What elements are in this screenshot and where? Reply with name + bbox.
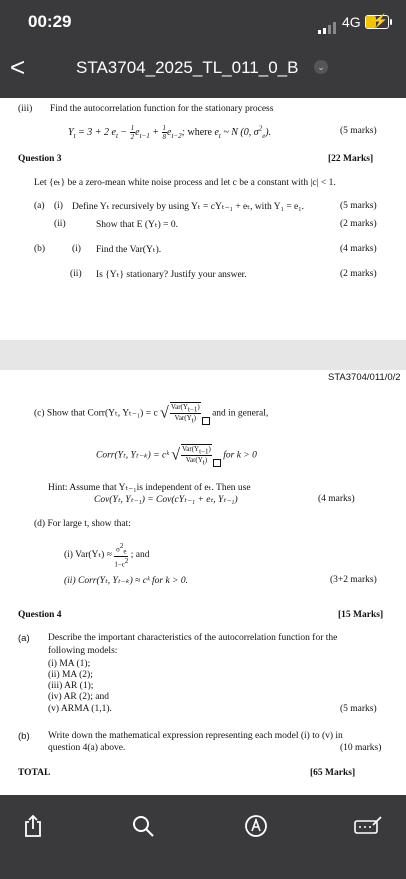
total-label: TOTAL bbox=[18, 768, 51, 778]
question-3-marks: [22 Marks] bbox=[328, 154, 374, 164]
part-a-i-marks: (5 marks) bbox=[340, 201, 377, 211]
q4-part-b-label: (b) bbox=[18, 731, 30, 742]
pdf-page-1 bbox=[0, 98, 406, 340]
hint-line1: Hint: Assume that Yₜ₋₁is independent of eₜ. Then use bbox=[48, 483, 251, 493]
question-4-marks: [15 Marks] bbox=[338, 610, 384, 620]
q-iii-marks: (5 marks) bbox=[340, 126, 377, 136]
part-c-text: (c) Show that Corr(Yₜ, Yₜ₋₁) = c bbox=[34, 408, 158, 419]
question-3-intro: Let {eₜ} be a zero-mean white noise process and let c be a constant with |c| < 1. bbox=[34, 178, 336, 188]
hint-line2: Cov(Yₜ, Yₜ₋₁) = Cov(cYₜ₋₁ + eₜ, Yₜ₋₁) bbox=[94, 495, 238, 505]
q4-part-b-text2: question 4(a) above. bbox=[48, 743, 126, 753]
q-iii-text: Find the autocorrelation function for the stationary process bbox=[50, 104, 274, 114]
back-button[interactable]: < bbox=[10, 52, 26, 82]
page-gap bbox=[0, 340, 406, 370]
corr-condition: for k > 0 bbox=[223, 450, 257, 461]
total-marks: [65 Marks] bbox=[310, 768, 356, 778]
bottom-toolbar bbox=[0, 795, 406, 879]
part-b-label: (b) bbox=[34, 244, 46, 254]
part-a-label: (a) bbox=[34, 201, 45, 211]
part-c-line1: (c) Show that Corr(Yₜ, Yₜ₋₁) = c √ $\frac{Var(Y_{t-1})}{Var(Y_t)}$ and in general, bbox=[34, 403, 269, 425]
model-item: (v) ARMA (1,1). bbox=[48, 704, 112, 714]
question-4-heading: Question 4 bbox=[18, 610, 62, 620]
part-d-i: (i) Var(Yₜ) ≈ $\frac{\sigma^2_e}{1-c^2}$ ; and bbox=[64, 542, 150, 569]
status-time: 00:29 bbox=[28, 12, 72, 31]
q4-part-a-text2: following models: bbox=[48, 646, 118, 656]
part-c-line2: Corr(Yₜ, Yₜ₋ₖ) = cᵏ √ $\frac{Var(Y_{t-1})}{Var(Y_t)}$ for k > 0 bbox=[96, 445, 257, 467]
part-c-general: and in general, bbox=[212, 408, 269, 419]
part-d-ii: (ii) Corr(Yₜ, Yₜ₋ₖ) ≈ cᵏ for k > 0. bbox=[64, 576, 188, 586]
part-d-text: (d) For large t, show that: bbox=[34, 519, 131, 529]
part-b-ii-label: (ii) bbox=[70, 269, 82, 279]
markup-icon[interactable] bbox=[243, 813, 269, 839]
part-c-marks: (4 marks) bbox=[318, 494, 355, 504]
battery-icon: ⚡ bbox=[365, 15, 389, 29]
question-3-heading: Question 3 bbox=[18, 154, 62, 164]
model-item: (iii) AR (1); bbox=[48, 681, 94, 691]
part-a-ii-label: (ii) bbox=[54, 219, 66, 229]
pdf-page-2 bbox=[0, 370, 406, 795]
search-icon[interactable] bbox=[130, 813, 156, 839]
page-header-code: STA3704/011/0/2 bbox=[328, 372, 401, 383]
part-a-i-text: Define Yₜ recursively by using Yₜ = cYₜ₋₁ + eₜ, with Y₁ = e₁. bbox=[72, 202, 304, 212]
part-a-ii-text: Show that E (Yₜ) = 0. bbox=[96, 220, 179, 230]
part-b-i-label: (i) bbox=[72, 244, 81, 254]
part-b-i-marks: (4 marks) bbox=[340, 244, 377, 254]
part-a-i-label: (i) bbox=[54, 201, 63, 211]
corr-lag-k: Corr(Yₜ, Yₜ₋ₖ) = cᵏ bbox=[96, 450, 169, 461]
q4-part-a-label: (a) bbox=[18, 633, 30, 644]
model-item: (iv) AR (2); and bbox=[48, 692, 109, 702]
document-title[interactable]: STA3704_2025_TL_011_0_B bbox=[76, 58, 299, 77]
model-item: (ii) MA (2); bbox=[48, 670, 93, 680]
chevron-down-icon[interactable]: ⌄ bbox=[314, 60, 328, 74]
part-b-ii-text: Is {Yₜ} stationary? Justify your answer. bbox=[96, 270, 247, 280]
part-b-ii-marks: (2 marks) bbox=[340, 269, 377, 279]
q4-part-a-text1: Describe the important characteristics of the autocorrelation function for the bbox=[48, 633, 338, 643]
q4-part-b-marks: (10 marks) bbox=[340, 743, 382, 753]
q4-part-a-marks: (5 marks) bbox=[340, 704, 377, 714]
q4-part-b-text1: Write down the mathematical expression representing each model (i) to (v) in bbox=[48, 731, 343, 741]
network-label: 4G bbox=[342, 14, 361, 30]
edit-fields-icon[interactable] bbox=[353, 813, 383, 839]
part-b-i-text: Find the Var(Yₜ). bbox=[96, 245, 162, 255]
part-a-ii-marks: (2 marks) bbox=[340, 219, 377, 229]
q-iii-label: (iii) bbox=[18, 104, 33, 114]
process-equation: $Y_t = 3 + 2$ $e_t$ − $\frac{1}{2}$ $e_{t-1}$ + $\frac{1}{8}$ $e_{t-2}$; where $e_t$ ~ N (0, $\sigma^2_e$). bbox=[68, 124, 272, 141]
top-bar bbox=[0, 0, 406, 98]
share-icon[interactable] bbox=[20, 813, 46, 839]
part-d-marks: (3+2 marks) bbox=[330, 575, 377, 585]
signal-icon bbox=[318, 16, 338, 34]
model-item: (i) MA (1); bbox=[48, 659, 91, 669]
